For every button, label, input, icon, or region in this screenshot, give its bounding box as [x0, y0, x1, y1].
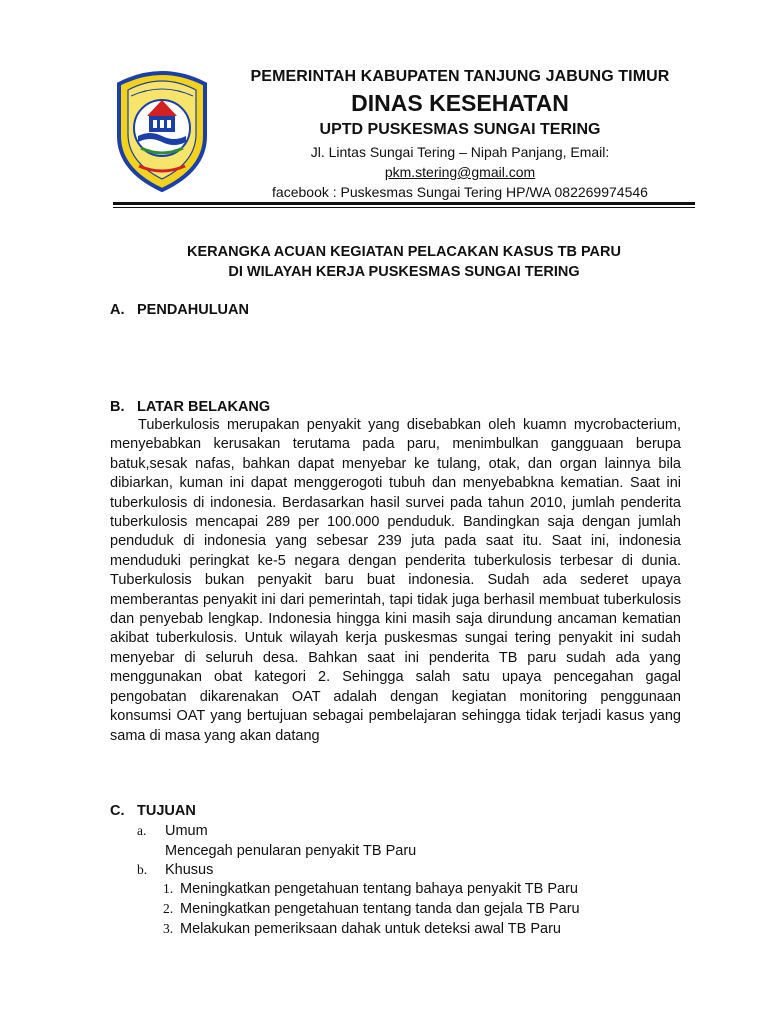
list-marker: a.: [137, 823, 147, 838]
list-marker: 3.: [163, 921, 174, 936]
section-c-title: TUJUAN: [137, 803, 196, 819]
address: Jl. Lintas Sungai Tering – Nipah Panjang, Email:: [310, 144, 610, 160]
list-item-text: Meningkatkan pengetahuan tentang bahaya penyakit TB Paru: [180, 881, 578, 897]
section-a-heading: [110, 300, 249, 320]
department-name: DINAS KESEHATAN: [351, 90, 569, 116]
list-item: [163, 919, 561, 939]
title-line-2: DI WILAYAH KERJA PUSKESMAS SUNGAI TERING: [228, 264, 580, 280]
email-link[interactable]: pkm.stering@gmail.com: [384, 164, 536, 180]
letterhead: [210, 66, 710, 202]
list-item-text: Meningkatkan pengetahuan tentang tanda dan gejala TB Paru: [180, 901, 580, 917]
title-line-1: KERANGKA ACUAN KEGIATAN PELACAKAN KASUS TB PARU: [187, 244, 621, 260]
list-marker: 1.: [163, 881, 174, 896]
objective-general-text: Mencegah penularan penyakit TB Paru: [165, 843, 417, 859]
objective-general: [137, 821, 208, 841]
government-name: PEMERINTAH KABUPATEN TANJUNG JABUNG TIMUR: [250, 68, 670, 85]
section-a-title: PENDAHULUAN: [137, 302, 249, 318]
section-b-heading: [110, 397, 270, 417]
objective-general-label: Umum: [165, 823, 208, 839]
section-c-label: C.: [110, 803, 125, 819]
list-item: [163, 879, 578, 899]
section-c-heading: [110, 801, 196, 821]
section-a-label: A.: [110, 302, 125, 318]
contact-info: facebook : Puskesmas Sungai Tering HP/WA 082269974546: [272, 184, 648, 200]
list-item-text: Melakukan pemeriksaan dahak untuk deteksi awal TB Paru: [180, 921, 561, 937]
header-divider-thin: [113, 207, 695, 208]
list-item: [163, 899, 580, 919]
regency-logo-icon: [113, 66, 211, 192]
document-title: [113, 242, 695, 282]
section-b-label: B.: [110, 399, 125, 415]
list-marker: 2.: [163, 901, 174, 916]
background-paragraph: Tuberkulosis merupakan penyakit yang disebabkan oleh kuamn mycrobacterium, menyebabkan kerusakan terutama pada paru, menimbulkan gangguaan berupa batuk,sesak nafas, bahkan dapat menyebar ke tulang, otak, dan organ lainnya bila dibiarkan, kuman ini dapat menggerogoti tubuh dan menyebabkna kematian. Saat ini tuberkulosis di indonesia. Berdasarkan hasil survei pada tahun 2010, jumlah penderita tuberkulosis mencapai 289 per 100.000 penduduk. Bandingkan saja dengan jumlah penduduk di indonesia yang sebesar 239 juta pada saat itu. Saat ini, indonesia menduduki peringkat ke-5 negara dengan penderita tuberkulosis terbesar di dunia. Tuberkulosis bukan penyakit baru buat indonesia. Sudah ada sederet upaya memberantas penyakit ini dari pemerintah, tapi tidak juga berhasil membuat tuberkulosis dan penyebab lengkap. Indonesia hingga kini masih saja dirundung ancaman kematian akibat tuberkulosis. Untuk wilayah kerja puskesmas sungai tering penyakit ini sudah menyebar di seluruh desa. Bahkan saat ini penderita TB paru sudah ada yang menggunakan obat kategori 2. Sehingga salah satu upaya pencegahan gagal pengobatan dikarenakan OAT adalah dengan kegiatan monitoring penggunaan konsumsi OAT yang bertujuan sebagai pembelajaran sehingga tidak terjadi kasus yang sama di masa yang akan datang: [110, 417, 681, 744]
objective-specific-label: Khusus: [165, 862, 214, 878]
unit-name: UPTD PUSKESMAS SUNGAI TERING: [319, 121, 601, 138]
section-b-title: LATAR BELAKANG: [137, 399, 271, 415]
objective-specific: [137, 860, 213, 880]
list-marker: b.: [137, 862, 148, 877]
header-divider: [113, 202, 695, 205]
